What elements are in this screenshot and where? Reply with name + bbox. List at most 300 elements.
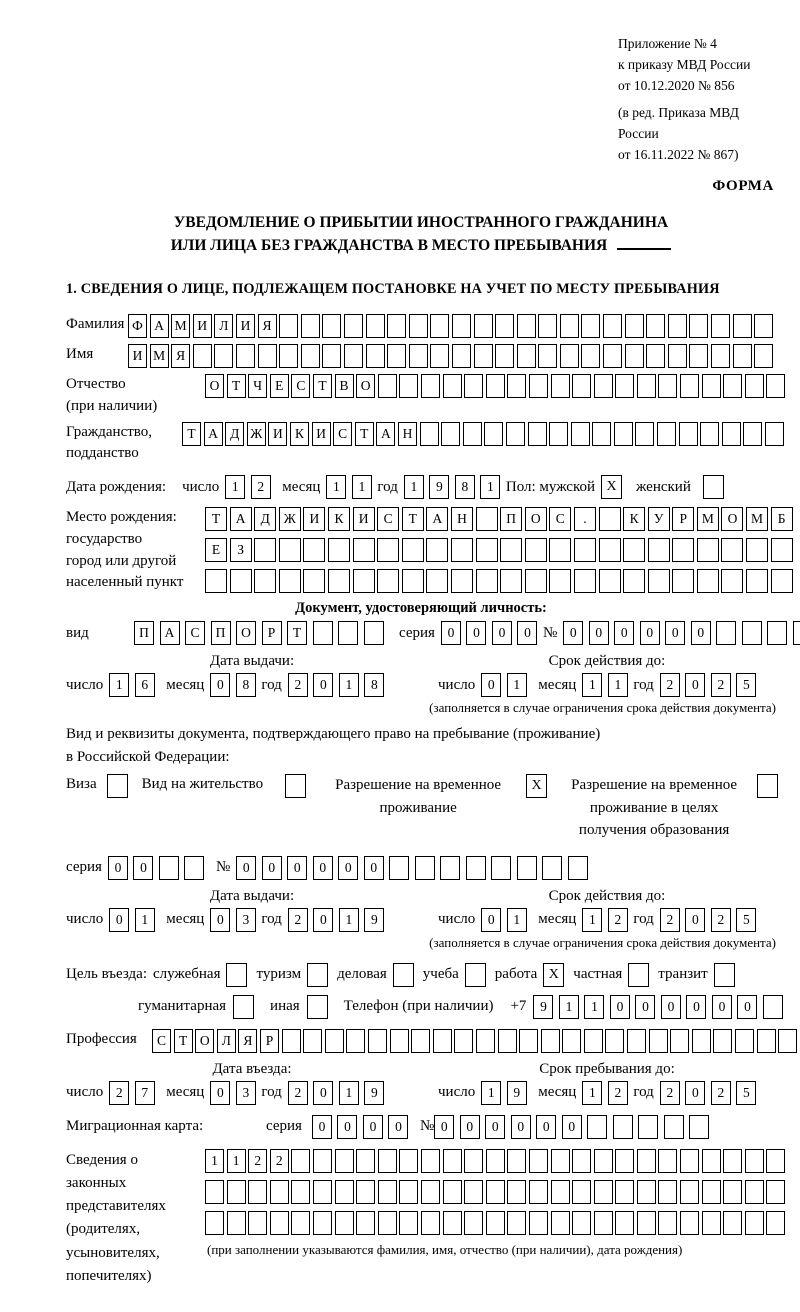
char-cell[interactable]: 1 xyxy=(559,995,579,1019)
char-cell[interactable]: А xyxy=(160,621,180,645)
char-cell[interactable] xyxy=(399,1180,418,1204)
char-cell[interactable]: 0 xyxy=(109,908,129,932)
char-cell[interactable] xyxy=(335,1149,354,1173)
char-cell[interactable]: 0 xyxy=(492,621,512,645)
char-cell[interactable] xyxy=(572,1149,591,1173)
char-cell[interactable] xyxy=(670,1029,689,1053)
char-cell[interactable]: 0 xyxy=(589,621,609,645)
char-cell[interactable]: Т xyxy=(205,507,227,531)
char-cell[interactable] xyxy=(387,344,406,368)
char-cell[interactable] xyxy=(344,344,363,368)
char-cell[interactable]: 5 xyxy=(736,908,756,932)
char-cell[interactable] xyxy=(757,1029,776,1053)
char-cell[interactable]: Я xyxy=(258,314,277,338)
char-cell[interactable]: Н xyxy=(398,422,417,446)
char-cell[interactable]: 0 xyxy=(262,856,282,880)
char-cell[interactable] xyxy=(560,344,579,368)
char-cell[interactable] xyxy=(325,1029,344,1053)
char-cell[interactable] xyxy=(766,1211,785,1235)
char-cell[interactable] xyxy=(291,1211,310,1235)
char-cell[interactable]: 0 xyxy=(635,995,655,1019)
char-cell[interactable]: 1 xyxy=(227,1149,246,1173)
char-cell[interactable] xyxy=(594,1149,613,1173)
char-cell[interactable] xyxy=(426,538,448,562)
char-cell[interactable] xyxy=(506,422,525,446)
char-cell[interactable] xyxy=(193,344,212,368)
char-cell[interactable] xyxy=(723,1180,742,1204)
char-cell[interactable]: 1 xyxy=(326,475,346,499)
char-cell[interactable]: 7 xyxy=(135,1081,155,1105)
char-cell[interactable]: 1 xyxy=(404,475,424,499)
char-cell[interactable]: Ж xyxy=(279,507,301,531)
char-cell[interactable]: 2 xyxy=(288,1081,308,1105)
char-cell[interactable] xyxy=(409,314,428,338)
char-cell[interactable]: 9 xyxy=(507,1081,527,1105)
char-cell[interactable]: 0 xyxy=(364,856,384,880)
char-cell[interactable] xyxy=(466,856,486,880)
char-cell[interactable] xyxy=(716,621,736,645)
char-cell[interactable] xyxy=(692,1029,711,1053)
char-cell[interactable] xyxy=(378,374,397,398)
char-cell[interactable]: Ж xyxy=(247,422,266,446)
char-cell[interactable]: 2 xyxy=(109,1081,129,1105)
char-cell[interactable]: О xyxy=(356,374,375,398)
char-cell[interactable] xyxy=(605,1029,624,1053)
char-cell[interactable]: 0 xyxy=(441,621,461,645)
char-cell[interactable] xyxy=(335,1180,354,1204)
char-cell[interactable] xyxy=(574,569,596,593)
char-cell[interactable] xyxy=(368,1029,387,1053)
char-cell[interactable] xyxy=(495,314,514,338)
char-cell[interactable] xyxy=(464,1149,483,1173)
char-cell[interactable] xyxy=(258,344,277,368)
char-cell[interactable]: И xyxy=(312,422,331,446)
char-cell[interactable] xyxy=(778,1029,797,1053)
char-cell[interactable] xyxy=(399,1211,418,1235)
char-cell[interactable] xyxy=(402,538,424,562)
char-cell[interactable]: О xyxy=(205,374,224,398)
char-cell[interactable] xyxy=(464,1211,483,1235)
char-cell[interactable] xyxy=(364,621,384,645)
char-cell[interactable] xyxy=(338,621,358,645)
char-cell[interactable] xyxy=(301,314,320,338)
char-cell[interactable]: 1 xyxy=(582,673,602,697)
char-cell[interactable] xyxy=(328,538,350,562)
char-cell[interactable]: У xyxy=(648,507,670,531)
char-cell[interactable] xyxy=(763,995,783,1019)
char-cell[interactable] xyxy=(529,374,548,398)
char-cell[interactable]: М xyxy=(171,314,190,338)
char-cell[interactable]: Т xyxy=(355,422,374,446)
char-cell[interactable] xyxy=(507,374,526,398)
char-cell[interactable]: 0 xyxy=(686,995,706,1019)
char-cell[interactable] xyxy=(658,1180,677,1204)
char-cell[interactable] xyxy=(592,422,611,446)
char-cell[interactable]: И xyxy=(193,314,212,338)
char-cell[interactable] xyxy=(689,314,708,338)
char-cell[interactable]: О xyxy=(525,507,547,531)
char-cell[interactable] xyxy=(572,374,591,398)
char-cell[interactable] xyxy=(679,422,698,446)
char-cell[interactable]: Д xyxy=(225,422,244,446)
char-cell[interactable] xyxy=(721,569,743,593)
char-cell[interactable] xyxy=(476,569,498,593)
char-cell[interactable] xyxy=(637,1211,656,1235)
char-cell[interactable]: П xyxy=(134,621,154,645)
char-cell[interactable] xyxy=(745,1149,764,1173)
purpose-other-checkbox[interactable] xyxy=(307,995,328,1019)
char-cell[interactable]: О xyxy=(721,507,743,531)
char-cell[interactable] xyxy=(464,1180,483,1204)
char-cell[interactable] xyxy=(399,1149,418,1173)
char-cell[interactable] xyxy=(303,1029,322,1053)
char-cell[interactable] xyxy=(430,314,449,338)
char-cell[interactable] xyxy=(454,1029,473,1053)
char-cell[interactable] xyxy=(603,344,622,368)
char-cell[interactable] xyxy=(572,1211,591,1235)
char-cell[interactable] xyxy=(421,1211,440,1235)
char-cell[interactable] xyxy=(529,1211,548,1235)
char-cell[interactable] xyxy=(680,1211,699,1235)
char-cell[interactable] xyxy=(723,374,742,398)
char-cell[interactable] xyxy=(599,507,621,531)
char-cell[interactable]: 0 xyxy=(388,1115,408,1139)
char-cell[interactable] xyxy=(443,1180,462,1204)
char-cell[interactable] xyxy=(248,1211,267,1235)
char-cell[interactable] xyxy=(313,1180,332,1204)
char-cell[interactable] xyxy=(378,1149,397,1173)
char-cell[interactable]: И xyxy=(353,507,375,531)
char-cell[interactable] xyxy=(313,1149,332,1173)
char-cell[interactable] xyxy=(700,422,719,446)
char-cell[interactable] xyxy=(603,314,622,338)
char-cell[interactable] xyxy=(443,374,462,398)
char-cell[interactable] xyxy=(689,344,708,368)
char-cell[interactable] xyxy=(746,569,768,593)
char-cell[interactable] xyxy=(766,374,785,398)
char-cell[interactable] xyxy=(594,1211,613,1235)
char-cell[interactable] xyxy=(742,621,762,645)
char-cell[interactable] xyxy=(313,1211,332,1235)
char-cell[interactable]: 5 xyxy=(736,1081,756,1105)
char-cell[interactable] xyxy=(672,569,694,593)
char-cell[interactable] xyxy=(500,538,522,562)
char-cell[interactable] xyxy=(793,621,800,645)
char-cell[interactable]: 8 xyxy=(236,673,256,697)
char-cell[interactable] xyxy=(658,1149,677,1173)
purpose-tourism-checkbox[interactable] xyxy=(307,963,328,987)
char-cell[interactable]: А xyxy=(376,422,395,446)
purpose-business-checkbox[interactable] xyxy=(393,963,414,987)
char-cell[interactable]: 0 xyxy=(287,856,307,880)
char-cell[interactable] xyxy=(451,569,473,593)
char-cell[interactable] xyxy=(538,314,557,338)
char-cell[interactable]: 0 xyxy=(712,995,732,1019)
char-cell[interactable] xyxy=(594,374,613,398)
char-cell[interactable]: 0 xyxy=(338,856,358,880)
char-cell[interactable]: 0 xyxy=(661,995,681,1019)
char-cell[interactable] xyxy=(680,1149,699,1173)
purpose-work-checkbox[interactable]: X xyxy=(543,963,564,987)
char-cell[interactable]: 1 xyxy=(608,673,628,697)
char-cell[interactable] xyxy=(409,344,428,368)
char-cell[interactable] xyxy=(353,538,375,562)
char-cell[interactable] xyxy=(227,1211,246,1235)
char-cell[interactable]: 0 xyxy=(511,1115,531,1139)
char-cell[interactable] xyxy=(399,374,418,398)
char-cell[interactable] xyxy=(627,1029,646,1053)
char-cell[interactable]: Ч xyxy=(248,374,267,398)
char-cell[interactable]: 0 xyxy=(640,621,660,645)
char-cell[interactable] xyxy=(421,1149,440,1173)
char-cell[interactable]: 1 xyxy=(582,908,602,932)
char-cell[interactable]: 2 xyxy=(660,1081,680,1105)
char-cell[interactable]: 2 xyxy=(660,908,680,932)
char-cell[interactable] xyxy=(356,1211,375,1235)
char-cell[interactable]: О xyxy=(195,1029,214,1053)
char-cell[interactable]: З xyxy=(230,538,252,562)
char-cell[interactable] xyxy=(451,538,473,562)
char-cell[interactable]: 1 xyxy=(205,1149,224,1173)
char-cell[interactable] xyxy=(529,1180,548,1204)
char-cell[interactable] xyxy=(625,314,644,338)
char-cell[interactable]: 1 xyxy=(225,475,245,499)
char-cell[interactable] xyxy=(464,374,483,398)
char-cell[interactable] xyxy=(668,314,687,338)
char-cell[interactable]: С xyxy=(152,1029,171,1053)
char-cell[interactable]: С xyxy=(333,422,352,446)
char-cell[interactable]: Е xyxy=(205,538,227,562)
char-cell[interactable] xyxy=(771,569,793,593)
sex-female-checkbox[interactable] xyxy=(703,475,724,499)
char-cell[interactable] xyxy=(658,374,677,398)
char-cell[interactable]: И xyxy=(268,422,287,446)
char-cell[interactable] xyxy=(646,344,665,368)
char-cell[interactable]: К xyxy=(290,422,309,446)
char-cell[interactable] xyxy=(387,314,406,338)
char-cell[interactable]: С xyxy=(185,621,205,645)
char-cell[interactable] xyxy=(443,1211,462,1235)
char-cell[interactable] xyxy=(291,1180,310,1204)
char-cell[interactable]: 8 xyxy=(364,673,384,697)
char-cell[interactable] xyxy=(484,422,503,446)
char-cell[interactable]: 0 xyxy=(665,621,685,645)
char-cell[interactable] xyxy=(745,374,764,398)
char-cell[interactable] xyxy=(279,569,301,593)
char-cell[interactable] xyxy=(452,344,471,368)
char-cell[interactable] xyxy=(463,422,482,446)
char-cell[interactable]: 1 xyxy=(480,475,500,499)
char-cell[interactable]: 1 xyxy=(109,673,129,697)
char-cell[interactable]: 0 xyxy=(517,621,537,645)
char-cell[interactable]: 0 xyxy=(434,1115,454,1139)
char-cell[interactable] xyxy=(486,1211,505,1235)
char-cell[interactable] xyxy=(430,344,449,368)
char-cell[interactable] xyxy=(568,856,588,880)
char-cell[interactable] xyxy=(549,569,571,593)
char-cell[interactable] xyxy=(214,344,233,368)
char-cell[interactable] xyxy=(184,856,204,880)
char-cell[interactable] xyxy=(525,538,547,562)
char-cell[interactable]: 0 xyxy=(737,995,757,1019)
char-cell[interactable] xyxy=(587,1115,607,1139)
char-cell[interactable] xyxy=(159,856,179,880)
char-cell[interactable] xyxy=(282,1029,301,1053)
char-cell[interactable]: 1 xyxy=(584,995,604,1019)
char-cell[interactable] xyxy=(615,1211,634,1235)
char-cell[interactable]: Б xyxy=(771,507,793,531)
char-cell[interactable] xyxy=(594,1180,613,1204)
char-cell[interactable] xyxy=(415,856,435,880)
char-cell[interactable]: 2 xyxy=(251,475,271,499)
char-cell[interactable] xyxy=(745,1180,764,1204)
char-cell[interactable]: 0 xyxy=(108,856,128,880)
char-cell[interactable]: 0 xyxy=(685,673,705,697)
char-cell[interactable] xyxy=(766,1180,785,1204)
char-cell[interactable]: 5 xyxy=(736,673,756,697)
char-cell[interactable] xyxy=(335,1211,354,1235)
char-cell[interactable] xyxy=(474,344,493,368)
char-cell[interactable]: М xyxy=(150,344,169,368)
char-cell[interactable]: 2 xyxy=(288,673,308,697)
purpose-official-checkbox[interactable] xyxy=(226,963,247,987)
char-cell[interactable] xyxy=(615,1180,634,1204)
char-cell[interactable] xyxy=(735,1029,754,1053)
char-cell[interactable] xyxy=(205,569,227,593)
char-cell[interactable]: 1 xyxy=(339,1081,359,1105)
char-cell[interactable] xyxy=(549,538,571,562)
char-cell[interactable] xyxy=(366,344,385,368)
purpose-private-checkbox[interactable] xyxy=(628,963,649,987)
char-cell[interactable]: Л xyxy=(217,1029,236,1053)
char-cell[interactable] xyxy=(433,1029,452,1053)
char-cell[interactable]: Л xyxy=(214,314,233,338)
temp-residence-edu-checkbox[interactable] xyxy=(757,774,778,798)
char-cell[interactable] xyxy=(766,1149,785,1173)
char-cell[interactable]: 9 xyxy=(429,475,449,499)
char-cell[interactable]: С xyxy=(291,374,310,398)
char-cell[interactable]: 0 xyxy=(236,856,256,880)
char-cell[interactable] xyxy=(402,569,424,593)
char-cell[interactable] xyxy=(507,1211,526,1235)
char-cell[interactable]: Н xyxy=(451,507,473,531)
char-cell[interactable] xyxy=(205,1180,224,1204)
char-cell[interactable] xyxy=(441,422,460,446)
char-cell[interactable]: 2 xyxy=(711,908,731,932)
char-cell[interactable] xyxy=(443,1149,462,1173)
char-cell[interactable] xyxy=(254,569,276,593)
char-cell[interactable] xyxy=(581,314,600,338)
char-cell[interactable] xyxy=(623,569,645,593)
sex-male-checkbox[interactable]: X xyxy=(601,475,622,499)
char-cell[interactable]: М xyxy=(697,507,719,531)
char-cell[interactable]: Т xyxy=(182,422,201,446)
char-cell[interactable] xyxy=(664,1115,684,1139)
char-cell[interactable]: 0 xyxy=(313,908,333,932)
char-cell[interactable] xyxy=(476,538,498,562)
char-cell[interactable] xyxy=(377,569,399,593)
char-cell[interactable]: 3 xyxy=(236,1081,256,1105)
char-cell[interactable]: 2 xyxy=(608,1081,628,1105)
char-cell[interactable]: Я xyxy=(171,344,190,368)
char-cell[interactable] xyxy=(551,1149,570,1173)
char-cell[interactable]: 2 xyxy=(270,1149,289,1173)
char-cell[interactable] xyxy=(599,538,621,562)
char-cell[interactable] xyxy=(519,1029,538,1053)
char-cell[interactable] xyxy=(474,314,493,338)
char-cell[interactable] xyxy=(542,856,562,880)
char-cell[interactable] xyxy=(411,1029,430,1053)
char-cell[interactable]: А xyxy=(150,314,169,338)
char-cell[interactable]: 0 xyxy=(312,1115,332,1139)
char-cell[interactable] xyxy=(236,344,255,368)
char-cell[interactable] xyxy=(767,621,787,645)
char-cell[interactable]: 1 xyxy=(339,908,359,932)
char-cell[interactable] xyxy=(500,569,522,593)
char-cell[interactable] xyxy=(672,538,694,562)
char-cell[interactable] xyxy=(452,314,471,338)
char-cell[interactable]: 9 xyxy=(364,1081,384,1105)
char-cell[interactable] xyxy=(574,538,596,562)
char-cell[interactable]: П xyxy=(211,621,231,645)
char-cell[interactable]: 0 xyxy=(485,1115,505,1139)
char-cell[interactable] xyxy=(615,374,634,398)
char-cell[interactable] xyxy=(635,422,654,446)
char-cell[interactable]: К xyxy=(328,507,350,531)
char-cell[interactable] xyxy=(745,1211,764,1235)
char-cell[interactable] xyxy=(421,1180,440,1204)
char-cell[interactable] xyxy=(498,1029,517,1053)
char-cell[interactable]: Я xyxy=(238,1029,257,1053)
char-cell[interactable]: Т xyxy=(402,507,424,531)
visa-checkbox[interactable] xyxy=(107,774,128,798)
purpose-study-checkbox[interactable] xyxy=(465,963,486,987)
residence-permit-checkbox[interactable] xyxy=(285,774,306,798)
char-cell[interactable] xyxy=(702,374,721,398)
char-cell[interactable]: Т xyxy=(287,621,307,645)
purpose-transit-checkbox[interactable] xyxy=(714,963,735,987)
char-cell[interactable] xyxy=(476,507,498,531)
char-cell[interactable]: 0 xyxy=(685,908,705,932)
char-cell[interactable]: 0 xyxy=(210,673,230,697)
char-cell[interactable]: 2 xyxy=(711,673,731,697)
char-cell[interactable] xyxy=(303,538,325,562)
char-cell[interactable]: Р xyxy=(262,621,282,645)
char-cell[interactable] xyxy=(637,374,656,398)
char-cell[interactable]: Т xyxy=(313,374,332,398)
char-cell[interactable] xyxy=(613,1115,633,1139)
char-cell[interactable]: 1 xyxy=(339,673,359,697)
char-cell[interactable] xyxy=(702,1180,721,1204)
char-cell[interactable]: 0 xyxy=(614,621,634,645)
char-cell[interactable] xyxy=(291,1149,310,1173)
temp-residence-checkbox[interactable]: X xyxy=(526,774,547,798)
char-cell[interactable] xyxy=(646,314,665,338)
char-cell[interactable] xyxy=(517,344,536,368)
char-cell[interactable] xyxy=(328,569,350,593)
char-cell[interactable] xyxy=(723,1211,742,1235)
char-cell[interactable] xyxy=(722,422,741,446)
char-cell[interactable] xyxy=(713,1029,732,1053)
char-cell[interactable]: Ф xyxy=(128,314,147,338)
char-cell[interactable]: К xyxy=(623,507,645,531)
char-cell[interactable] xyxy=(723,1149,742,1173)
char-cell[interactable]: Т xyxy=(227,374,246,398)
char-cell[interactable]: 0 xyxy=(337,1115,357,1139)
char-cell[interactable] xyxy=(668,344,687,368)
char-cell[interactable] xyxy=(702,1211,721,1235)
char-cell[interactable] xyxy=(599,569,621,593)
